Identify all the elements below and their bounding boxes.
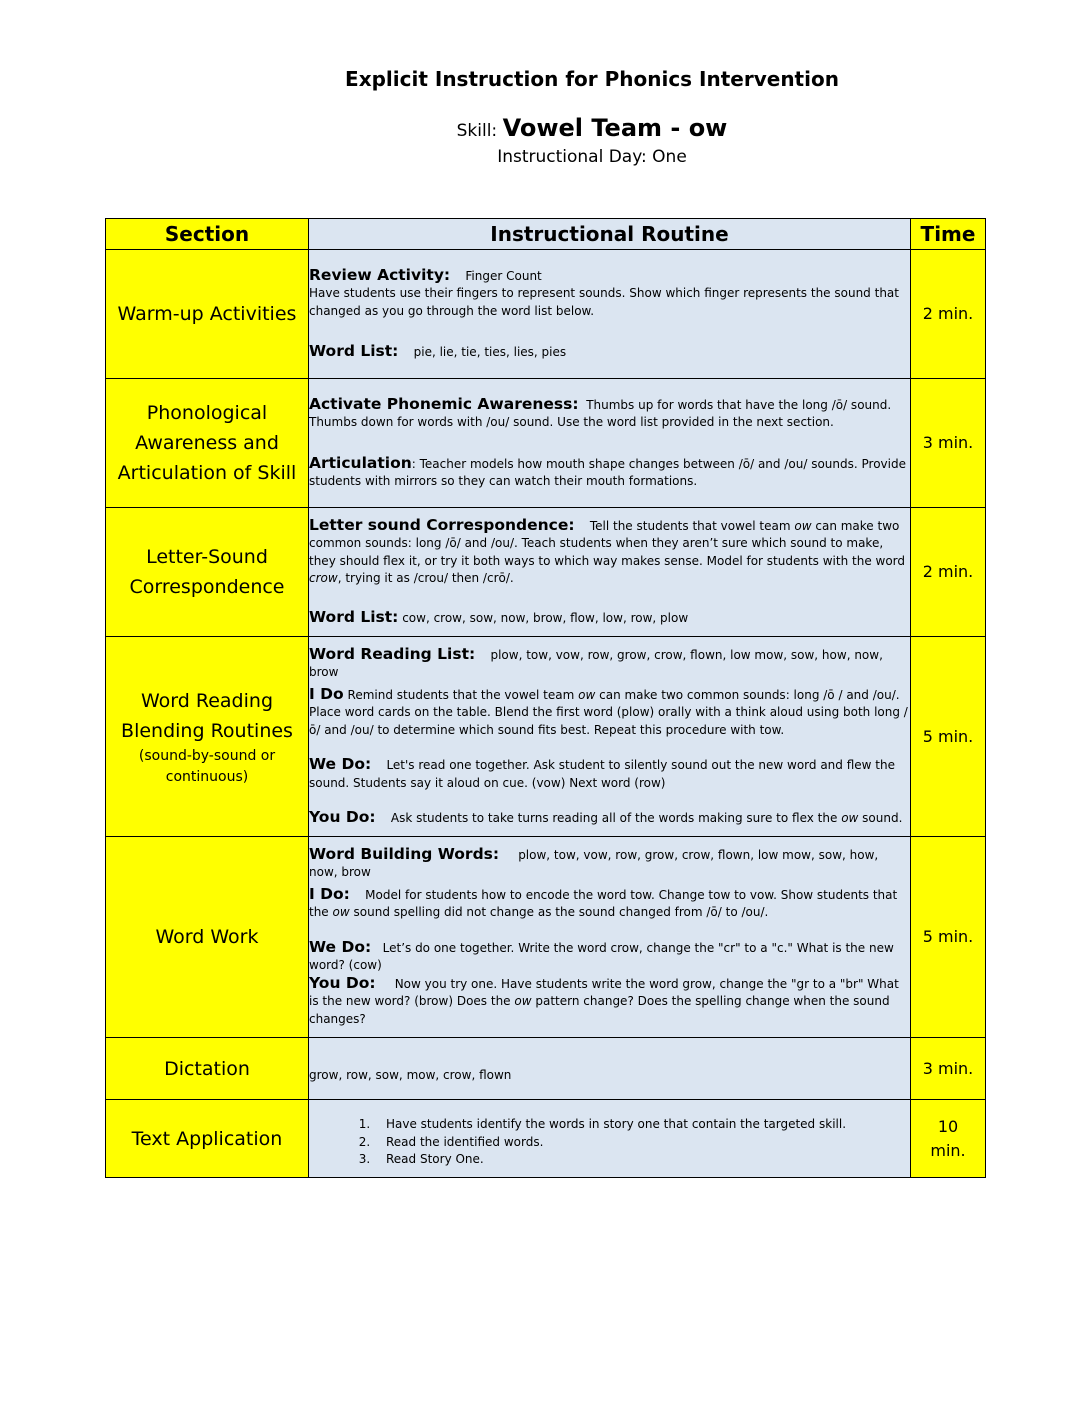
routine-text: , trying it as /crou/ then /crō/. bbox=[337, 571, 514, 586]
routine-cell bbox=[309, 837, 911, 1038]
skill-value: Vowel Team - ow bbox=[502, 114, 728, 142]
routine-text: sound spelling did not change as the sound changed from /ō/ to /ou/. bbox=[353, 905, 769, 920]
routine-text: pattern change? Does the spelling change when the sound changes? bbox=[309, 994, 890, 1026]
routine-label: You Do: bbox=[309, 808, 376, 826]
table-row bbox=[106, 637, 986, 837]
routine-label: Review Activity: bbox=[309, 265, 451, 284]
routine-label: Word List: bbox=[309, 607, 399, 626]
routine-text: Thumbs up for words that have the long /ō/ sound. Thumbs down for words with /ou/ sound. Use the word list provided in the next section. bbox=[309, 397, 892, 429]
section-label: Text Application bbox=[131, 1127, 283, 1150]
routine-text: Now you try one. Have students write the word grow, change the "gr to a "br" What is the new word? (brow) Does the bbox=[309, 976, 899, 1009]
time-cell: 2 min. bbox=[911, 250, 986, 379]
section-cell bbox=[106, 637, 309, 837]
section-label: Phonological Awareness and Articulation of Skill bbox=[117, 402, 297, 484]
lesson-table bbox=[105, 218, 986, 1178]
routine-text: Let’s do one together. Write the word crow, change the "cr" to a "c." What is the new word? (cow) bbox=[309, 940, 894, 973]
routine-label: We Do: bbox=[309, 937, 372, 956]
section-label: Word Reading Blending Routines bbox=[121, 689, 293, 742]
section-label: Warm-up Activities bbox=[117, 303, 297, 325]
routine-cell bbox=[309, 1038, 911, 1100]
routine-text: ow bbox=[514, 994, 532, 1009]
routine-label: Letter sound Correspondence: bbox=[309, 515, 575, 534]
table-row bbox=[106, 508, 986, 637]
time-cell: 3 min. bbox=[911, 379, 986, 508]
section-label: Dictation bbox=[164, 1057, 250, 1080]
time-cell: 5 min. bbox=[911, 837, 986, 1038]
header-routine: Instructional Routine bbox=[309, 219, 911, 250]
header-time: Time bbox=[911, 219, 986, 250]
section-label: Letter-Sound Correspondence bbox=[129, 546, 285, 598]
list-item: 2. Read the identified words. bbox=[374, 1134, 910, 1152]
routine-text: plow, tow, vow, row, grow, crow, flown, low mow, sow, how, now, brow bbox=[309, 647, 883, 679]
routine-label: I Do: bbox=[309, 884, 350, 903]
routine-text: : Teacher models how mouth shape changes between /ō/ and /ou/ sounds. Provide students with mirrors so they can watch their mouth formations. bbox=[309, 456, 906, 488]
section-cell bbox=[106, 1100, 309, 1178]
routine-text: grow, row, sow, mow, crow, flown bbox=[309, 1068, 512, 1083]
time-cell: 10 min. bbox=[911, 1100, 986, 1178]
routine-label: You Do: bbox=[309, 973, 376, 992]
routine-text: cow, crow, sow, now, brow, flow, low, row, plow bbox=[402, 610, 689, 625]
section-cell bbox=[106, 508, 309, 637]
routine-text: Model for students how to encode the word tow. Change tow to vow. Show students that the bbox=[309, 887, 898, 920]
routine-label: Word Reading List: bbox=[309, 644, 476, 663]
routine-cell bbox=[309, 1100, 911, 1178]
time-cell: 3 min. bbox=[911, 1038, 986, 1100]
routine-text: ow bbox=[794, 518, 812, 533]
routine-cell bbox=[309, 508, 911, 637]
table-header-row bbox=[106, 219, 986, 250]
routine-text: Tell the students that vowel team bbox=[589, 518, 791, 533]
routine-label: We Do: bbox=[309, 755, 372, 773]
routine-cell bbox=[309, 379, 911, 508]
routine-text: can make two common sounds: long /ō / and /ou/. Place word cards on the table. Blend the first word (plow) orally with a think aloud using both long /ō/ and /ou/ to determine which sound fits best. Repeat this procedure with tow. bbox=[309, 687, 908, 737]
section-note: (sound-by-sound or continuous) bbox=[138, 747, 276, 785]
routine-cell bbox=[309, 637, 911, 837]
section-cell bbox=[106, 250, 309, 379]
table-row bbox=[106, 250, 986, 379]
routine-text: ow bbox=[841, 811, 859, 825]
time-cell: 5 min. bbox=[911, 637, 986, 837]
routine-text: Let's read one together. Ask student to silently sound out the new word and flew the sound. Students say it aloud on cue. (vow) Next word (row) bbox=[309, 758, 895, 790]
routine-text: ow bbox=[332, 905, 350, 920]
table-row bbox=[106, 1100, 986, 1178]
routine-text: ow bbox=[578, 687, 596, 702]
instructional-day: Instructional Day: One bbox=[497, 147, 687, 167]
page-title: Explicit Instruction for Phonics Intervention bbox=[345, 67, 839, 91]
section-cell bbox=[106, 837, 309, 1038]
section-label: Word Work bbox=[155, 926, 259, 948]
routine-label: I Do bbox=[309, 684, 344, 703]
routine-text: sound. bbox=[862, 811, 903, 825]
skill-label: Skill: bbox=[456, 121, 498, 141]
routine-label: Word Building Words: bbox=[309, 844, 500, 863]
routine-label: Word List: bbox=[309, 342, 399, 360]
routine-label: Activate Phonemic Awareness: bbox=[309, 394, 579, 413]
routine-text: crow bbox=[309, 571, 338, 586]
section-cell bbox=[106, 1038, 309, 1100]
list-item: 1. Have students identify the words in story one that contain the targeted skill. bbox=[374, 1116, 910, 1134]
routine-text: plow, tow, vow, row, grow, crow, flown, low mow, sow, how, now, brow bbox=[309, 847, 879, 880]
routine-label: Articulation bbox=[309, 453, 412, 472]
routine-text: Remind students that the vowel team bbox=[347, 687, 575, 702]
time-cell: 2 min. bbox=[911, 508, 986, 637]
header-section: Section bbox=[106, 219, 309, 250]
section-cell bbox=[106, 379, 309, 508]
routine-text: Ask students to take turns reading all of the words making sure to flex the bbox=[390, 811, 838, 825]
routine-text: can make two common sounds: long /ō/ and /ou/. Teach students when they aren’t sure which sound to make, they should flex it, or try it both ways to which way makes sense. Model for students with the word bbox=[309, 518, 906, 568]
list-item: 3. Read Story One. bbox=[374, 1151, 910, 1169]
table-row bbox=[106, 1038, 986, 1100]
table-row bbox=[106, 837, 986, 1038]
skill-line bbox=[0, 114, 1088, 142]
routine-text: pie, lie, tie, ties, lies, pies bbox=[413, 345, 567, 359]
routine-text: Have students use their fingers to represent sounds. Show which finger represents the sound that changed as you go through the word list below. bbox=[309, 286, 899, 318]
routine-text: Finger Count bbox=[465, 268, 542, 283]
step-list bbox=[309, 1116, 910, 1169]
table-row bbox=[106, 379, 986, 508]
routine-cell bbox=[309, 250, 911, 379]
